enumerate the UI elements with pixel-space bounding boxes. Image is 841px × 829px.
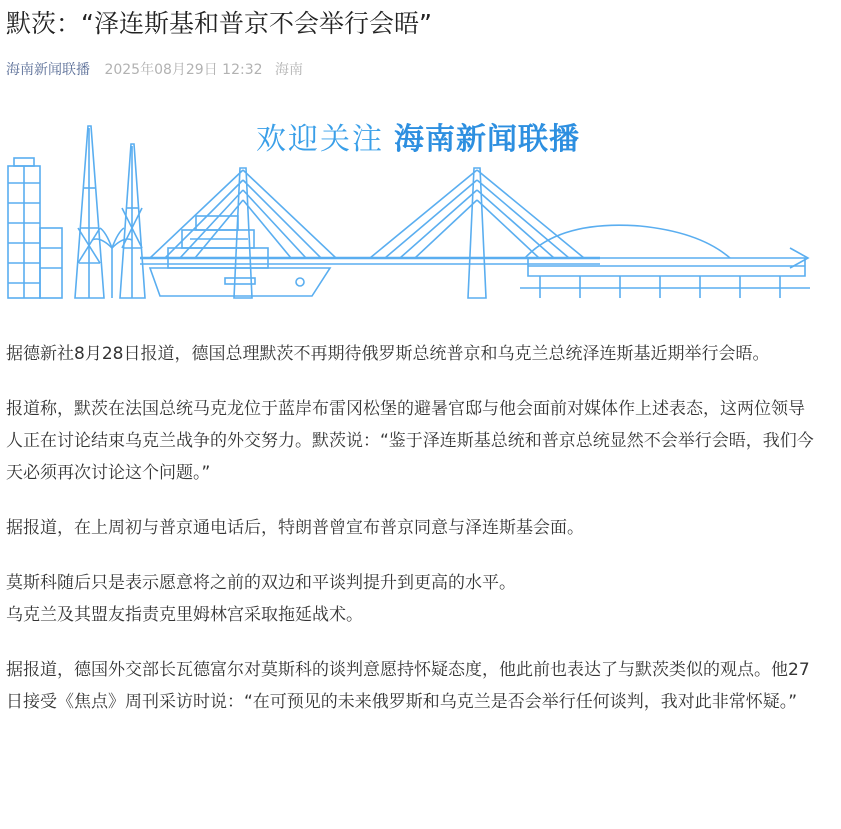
stadium-icon xyxy=(520,225,810,298)
article-meta xyxy=(6,58,303,82)
paragraph: 莫斯科随后只是表示愿意将之前的双边和平谈判提升到更高的水平。 xyxy=(6,573,516,593)
tower-icon xyxy=(75,126,104,298)
banner-lead: 欢迎关注 xyxy=(256,122,384,157)
ship-icon xyxy=(150,216,330,296)
article-title: 默茨：“泽连斯基和普京不会举行会晤” xyxy=(6,9,432,38)
paragraph: 据报道，在上周初与普京通电话后，特朗普曾宣布普京同意与泽连斯基会面。 xyxy=(6,518,584,538)
welcome-banner xyxy=(0,108,841,308)
paragraph: 据德新社8月28日报道，德国总理默茨不再期待俄罗斯总统普京和乌克兰总统泽连斯基近期举行会晤。 xyxy=(6,344,770,364)
banner-headline xyxy=(256,118,580,162)
paragraph: 据报道，德国外交部长瓦德富尔对莫斯科的谈判意愿持怀疑态度，他此前也表达了与默茨类似的观点。他27日接受《焦点》周刊采访时说：“在可预见的未来俄罗斯和乌克兰是否会举行任何谈判，我对此非常怀疑。” xyxy=(6,660,810,712)
tower-icon xyxy=(120,144,145,298)
banner-brand: 海南新闻联播 xyxy=(394,122,580,157)
source-account-link[interactable]: 海南新闻联播 xyxy=(6,62,90,78)
article-body xyxy=(6,338,818,741)
building-icon xyxy=(8,158,62,298)
bridge-icon xyxy=(140,168,600,298)
paragraph: 乌克兰及其盟友指责克里姆林宫采取拖延战术。 xyxy=(6,605,363,625)
publish-date: 2025年08月29日 12:32 xyxy=(104,62,263,78)
paragraph: 报道称，默茨在法国总统马克龙位于蓝岸布雷冈松堡的避暑官邸与他会面前对媒体作上述表态，这两位领导人正在讨论结束乌克兰战争的外交努力。默茨说：“鉴于泽连斯基总统和普京总统显然不会举行会晤，我们今天必须再次讨论这个问题。” xyxy=(6,399,814,483)
publish-location: 海南 xyxy=(274,62,303,78)
